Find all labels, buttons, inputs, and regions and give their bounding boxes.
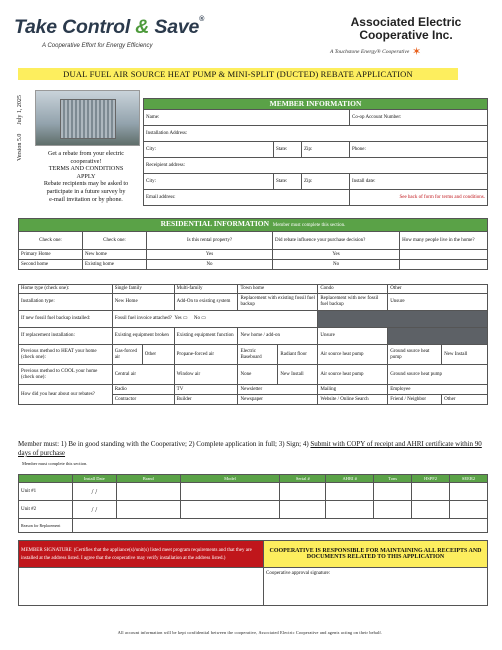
second-home-option[interactable]: Second home bbox=[19, 260, 83, 270]
addon-option[interactable]: Add-On to existing system bbox=[174, 294, 238, 311]
none-cool-option[interactable]: None bbox=[238, 365, 278, 385]
unit-2-date[interactable]: / / bbox=[72, 501, 116, 519]
unit-1-date[interactable]: / / bbox=[72, 483, 116, 501]
state-field-2[interactable]: State: bbox=[274, 174, 302, 190]
unit-1-model[interactable] bbox=[180, 483, 280, 501]
people-count-cell-2[interactable] bbox=[400, 260, 488, 270]
zip-field[interactable]: Zip: bbox=[302, 142, 350, 158]
heat-pump-photo bbox=[35, 90, 140, 146]
state-field[interactable]: State: bbox=[274, 142, 302, 158]
ashp-heat-option[interactable]: Air source heat pump bbox=[318, 345, 388, 365]
unit-1-seer2[interactable] bbox=[450, 483, 488, 501]
terms-note: See back of form for terms and conditions. bbox=[350, 190, 488, 206]
if-replacement-label: If replacement installation: bbox=[19, 328, 113, 345]
col-model: Model bbox=[180, 475, 280, 483]
employee-option[interactable]: Employee bbox=[388, 385, 488, 395]
coop-responsibility-note: COOPERATIVE IS RESPONSIBLE FOR MAINTAINING ALL RECEIPTS AND DOCUMENTS RELATED TO THIS APPLICATION bbox=[264, 541, 488, 568]
table-row bbox=[19, 483, 488, 501]
coop-account-field[interactable]: Co-op Account Number: bbox=[350, 110, 488, 126]
gas-forced-air-option[interactable]: Gas-forced air bbox=[112, 345, 142, 365]
member-requirements: Member must: 1) Be in good standing with the Cooperative; 2) Complete application in full; 3) Sign; 4) Submit with COPY of receipt and AHRI certificate within 90 days of purchase bbox=[18, 440, 482, 457]
col-blank bbox=[19, 475, 73, 483]
units-table bbox=[18, 474, 488, 533]
unit-1-hspf2[interactable] bbox=[412, 483, 450, 501]
touchstone-star-icon: ✶ bbox=[412, 46, 422, 58]
tv-option[interactable]: TV bbox=[174, 385, 238, 395]
unit-2-hspf2[interactable] bbox=[412, 501, 450, 519]
influence-yes[interactable]: Yes bbox=[273, 250, 400, 260]
col-install-date: Install Date bbox=[72, 475, 116, 483]
col-tons: Tons bbox=[374, 475, 412, 483]
new-install-heat-option[interactable]: New Install bbox=[442, 345, 488, 365]
unit-1-serial[interactable] bbox=[280, 483, 326, 501]
single-family-option[interactable]: Single family bbox=[112, 285, 174, 294]
new-install-cool-option[interactable]: New Install bbox=[278, 365, 318, 385]
electric-baseboard-option[interactable]: Electric Baseboard bbox=[238, 345, 278, 365]
equipment-details-table bbox=[18, 284, 488, 405]
col-brand: Brand bbox=[116, 475, 180, 483]
new-home-install-option[interactable]: New Home bbox=[112, 294, 174, 311]
home-type-label: Home type (check one): bbox=[19, 285, 113, 294]
replacement-new-backup-option[interactable]: Replacement with new fossil fuel backup bbox=[318, 294, 388, 311]
rental-no[interactable]: No bbox=[147, 260, 273, 270]
coop-name: Associated Electric Cooperative Inc. bbox=[350, 15, 462, 42]
residential-info-header: RESIDENTIAL INFORMATION Member must complete this section. bbox=[19, 219, 488, 232]
version-label: Version 5.0 July 1, 2025 bbox=[17, 95, 23, 161]
if-new-backup-label: If new fossil fuel backup installed: bbox=[19, 311, 113, 328]
ashp-cool-option[interactable]: Air source heat pump bbox=[318, 365, 388, 385]
member-signature-field[interactable] bbox=[19, 568, 264, 606]
website-option[interactable]: Website / Online Search bbox=[318, 395, 388, 405]
col-ahri: AHRI # bbox=[326, 475, 374, 483]
previous-heat-label: Previous method to HEAT your home (check one): bbox=[19, 345, 113, 365]
reason-field[interactable] bbox=[72, 519, 487, 533]
unit-1-brand[interactable] bbox=[116, 483, 180, 501]
other-home-option[interactable]: Other bbox=[388, 285, 488, 294]
col-serial: Serial # bbox=[280, 475, 326, 483]
member-info-header: MEMBER INFORMATION bbox=[144, 99, 488, 110]
unit-2-tons[interactable] bbox=[374, 501, 412, 519]
radio-option[interactable]: Radio bbox=[112, 385, 174, 395]
form-title: DUAL FUEL AIR SOURCE HEAT PUMP & MINI-SPLIT (DUCTED) REBATE APPLICATION bbox=[18, 68, 458, 80]
equipment-broken-option[interactable]: Existing equipment broken bbox=[112, 328, 174, 345]
touchstone-tagline: A Touchstone Energy® Cooperative bbox=[330, 49, 410, 55]
check-one-label: Check one: bbox=[19, 232, 83, 250]
residential-info-table bbox=[18, 218, 488, 270]
unit-2-label: Unit #2 bbox=[19, 501, 73, 519]
multi-family-option[interactable]: Multi-family bbox=[174, 285, 238, 294]
installation-address-field[interactable]: Installation Address: bbox=[144, 126, 488, 142]
gshp-cool-option[interactable]: Ground source heat pump bbox=[388, 365, 488, 385]
reason-label: Reason for Replacement bbox=[19, 519, 73, 533]
take-control-logo: Take Control & Save® bbox=[14, 16, 205, 38]
rental-yes[interactable]: Yes bbox=[147, 250, 273, 260]
name-field[interactable]: Name: bbox=[144, 110, 350, 126]
zip-field-2[interactable]: Zip: bbox=[302, 174, 350, 190]
friend-option[interactable]: Friend / Neighbor bbox=[388, 395, 442, 405]
new-home-option[interactable]: New home bbox=[83, 250, 147, 260]
radiant-floor-option[interactable]: Radiant floor bbox=[278, 345, 318, 365]
town-home-option[interactable]: Town home bbox=[238, 285, 318, 294]
people-count-cell[interactable] bbox=[400, 250, 488, 260]
central-air-option[interactable]: Central air bbox=[112, 365, 174, 385]
unsure-replacement-option[interactable]: Unsure bbox=[318, 328, 388, 345]
rebate-intro: Get a rebate from your electric cooperative! TERMS AND CONDITIONS APPLY Rebate recipients may be asked to participate in a future survey by e-mail invitation or by phone. bbox=[43, 150, 129, 203]
col-seer2: SEER2 bbox=[450, 475, 488, 483]
unit-2-model[interactable] bbox=[180, 501, 280, 519]
replacement-existing-backup-option[interactable]: Replacement with existing fossil fuel backup bbox=[238, 294, 318, 311]
equipment-function-option[interactable]: Existing equipment function bbox=[174, 328, 238, 345]
installation-type-label: Installation type: bbox=[19, 294, 113, 311]
newsletter-option[interactable]: Newsletter bbox=[238, 385, 318, 395]
mailing-option[interactable]: Mailing bbox=[318, 385, 388, 395]
unit-2-serial[interactable] bbox=[280, 501, 326, 519]
unit-2-brand[interactable] bbox=[116, 501, 180, 519]
previous-cool-label: Previous method to COOL your home (check one): bbox=[19, 365, 113, 385]
unit-1-label: Unit #1 bbox=[19, 483, 73, 501]
city-field[interactable]: City: bbox=[144, 142, 274, 158]
unit-1-ahri[interactable] bbox=[326, 483, 374, 501]
contractor-option[interactable]: Contractor bbox=[112, 395, 174, 405]
new-addon-option[interactable]: New home / add-on bbox=[238, 328, 318, 345]
influence-no[interactable]: No bbox=[273, 260, 400, 270]
email-field[interactable]: Email address: bbox=[144, 190, 350, 206]
phone-field[interactable]: Phone: bbox=[350, 142, 488, 158]
confidentiality-footer: All account information will be kept confidential between the cooperative, Associated Electric Cooperative and agents acting on their behalf. bbox=[117, 630, 383, 635]
coop-approval-field[interactable]: Cooperative approval signature: bbox=[264, 568, 488, 606]
condo-option[interactable]: Condo bbox=[318, 285, 388, 294]
other-hear-option[interactable]: Other bbox=[442, 395, 488, 405]
people-question[interactable]: How many people live in the home? bbox=[400, 232, 488, 250]
member-info-table bbox=[143, 98, 488, 206]
city-field-2[interactable]: City: bbox=[144, 174, 274, 190]
unit-1-tons[interactable] bbox=[374, 483, 412, 501]
unit-2-seer2[interactable] bbox=[450, 501, 488, 519]
blank-dark-cell bbox=[318, 311, 488, 328]
col-hspf2: HSPF2 bbox=[412, 475, 450, 483]
check-one-label-2: Check one: bbox=[83, 232, 147, 250]
window-air-option[interactable]: Window air bbox=[174, 365, 238, 385]
propane-option[interactable]: Propane-forced air bbox=[174, 345, 238, 365]
rental-question: Is this rental property? bbox=[147, 232, 273, 250]
gshp-heat-option[interactable]: Ground source heat pump bbox=[388, 345, 442, 365]
unsure-install-option[interactable]: Unsure bbox=[388, 294, 488, 311]
logo-tagline: A Cooperative Effort for Energy Efficiency bbox=[42, 43, 153, 49]
existing-home-option[interactable]: Existing home bbox=[83, 260, 147, 270]
influence-question: Did rebate influence your purchase decision? bbox=[273, 232, 400, 250]
blank-dark-cell-2 bbox=[388, 328, 488, 345]
signature-table bbox=[18, 540, 488, 606]
builder-option[interactable]: Builder bbox=[174, 395, 238, 405]
other-heat-option[interactable]: Other bbox=[142, 345, 174, 365]
member-signature-header: MEMBER SIGNATURE (Certifies that the appliance(s)/unit(s) listed meet program requirements and that they are installed at the address listed. I agree that the cooperative may verify installation at the address listed.) bbox=[19, 541, 264, 568]
primary-home-option[interactable]: Primary Home bbox=[19, 250, 83, 260]
table-row bbox=[19, 501, 488, 519]
invoice-attached-question[interactable]: Fossil fuel invoice attached? Yes ▭ No ▭ bbox=[112, 311, 318, 328]
newspaper-option[interactable]: Newspaper bbox=[238, 395, 318, 405]
unit-2-ahri[interactable] bbox=[326, 501, 374, 519]
hear-about-label: How did you hear about our rebates? bbox=[19, 385, 113, 405]
member-complete-note: Member must complete this section. bbox=[22, 461, 88, 466]
install-date-field[interactable]: Install date: bbox=[350, 174, 488, 190]
recipient-address-field[interactable]: Receipient address: bbox=[144, 158, 488, 174]
